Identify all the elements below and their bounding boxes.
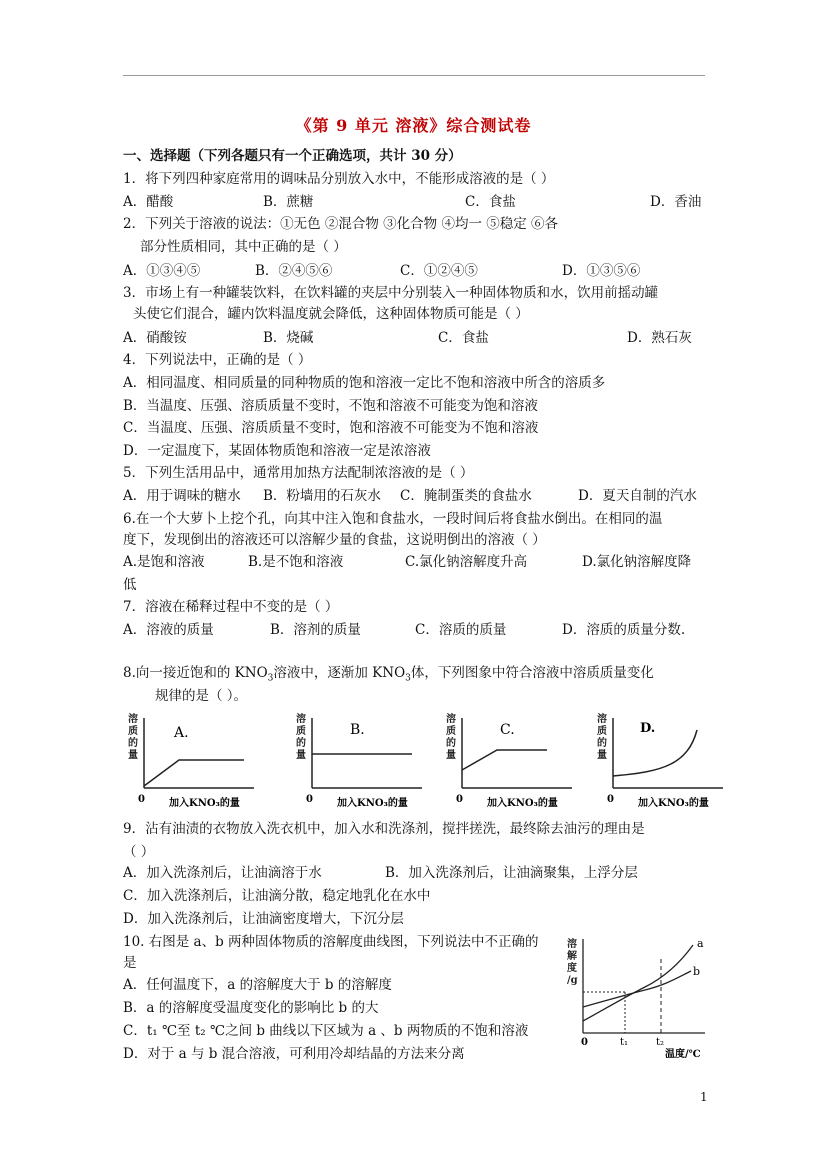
- q9-stem: 9．沾有油渍的衣物放入洗衣机中，加入水和洗涤剂，搅拌搓洗，最终除去油污的理由是: [123, 821, 645, 837]
- q8-subscript: 3: [267, 673, 274, 684]
- q5-option-c: C．腌制蛋类的食盐水: [400, 488, 532, 504]
- q4-option-c: C．当温度、压强、溶质质量不变时，饱和溶液不可能变为不饱和溶液: [123, 420, 539, 436]
- q3-stem-cont: 头使它们混合，罐内饮料温度就会降低，这种固体物质可能是（ ）: [133, 306, 529, 322]
- q10-stem-cont: 是: [123, 955, 137, 971]
- q8-subscript-2: 3: [405, 673, 411, 684]
- q8-chart-d-ylabel-0: 溶: [597, 714, 607, 725]
- q8-chart-d: [593, 712, 728, 808]
- q8-chart-c: [442, 712, 577, 808]
- q9-stem-cont: （ ）: [123, 844, 155, 860]
- header-rule: [123, 75, 705, 76]
- q10-label-b: b: [693, 965, 701, 978]
- q8-stem-part3: 体，下列图象中符合溶液中溶质质量变化: [410, 665, 654, 681]
- q10-ylabel-1: 解: [567, 951, 577, 962]
- page-title: 《第 9 单元 溶液》综合测试卷: [295, 116, 532, 135]
- q10-ylabel-2: 度: [567, 963, 577, 974]
- q5-option-d: D．夏天自制的汽水: [578, 488, 697, 504]
- q10-curve-b: [583, 971, 691, 1007]
- q8-chart-a-letter: A.: [174, 725, 189, 741]
- q9-option-b: B．加入洗涤剂后，让油滴聚集，上浮分层: [385, 865, 638, 881]
- q10-curve-a: [583, 945, 693, 1021]
- q10-label-a: a: [697, 937, 704, 950]
- q8-chart-c-ylabel-2: 的: [446, 738, 456, 749]
- q8-chart-b-ylabel-3: 量: [296, 750, 306, 761]
- q2-option-d: D．①③⑤⑥: [562, 263, 641, 279]
- q8-chart-c-xlabel: 加入KNO₃的量: [487, 798, 558, 808]
- q8-chart-d-xlabel: 加入KNO₃的量: [638, 798, 709, 808]
- q10-option-c: C．t₁ ℃至 t₂ ℃之间 b 曲线以下区域为 a 、b 两物质的不饱和溶液: [123, 1023, 529, 1039]
- q7-option-a: A．溶液的质量: [123, 622, 214, 638]
- q8-chart-a-ylabel-0: 溶: [128, 714, 138, 725]
- q9-option-c: C．加入洗涤剂后，让油滴分散，稳定地乳化在水中: [123, 888, 431, 904]
- q4-stem: 4．下列说法中，正确的是（ ）: [123, 352, 312, 368]
- q6-option-a: A.是饱和溶液: [123, 554, 205, 570]
- q3-stem: 3．市场上有一种罐装饮料，在饮料罐的夹层中分别装入一种固体物质和水，饮用前摇动罐: [123, 285, 659, 301]
- q8-stem-cont: 规律的是（ ）。: [155, 688, 248, 704]
- q8-stem: [123, 664, 654, 688]
- q9-option-d: D．加入洗涤剂后，让油滴密度增大，下沉分层: [123, 911, 404, 927]
- q1-stem: 1．将下列四种家庭常用的调味品分别放入水中，不能形成溶液的是（ ）: [123, 171, 555, 187]
- q10-t1: t₁: [620, 1037, 629, 1048]
- q8-chart-a-ylabel-3: 量: [128, 750, 138, 761]
- q5-option-a: A．用于调味的糖水: [123, 488, 241, 504]
- q4-option-d: D．一定温度下，某固体物质饱和溶液一定是浓溶液: [123, 443, 431, 459]
- q8-chart-a-xlabel: 加入KNO₃的量: [169, 798, 240, 808]
- q10-stem: 10. 右图是 a、b 两种固体物质的溶解度曲线图，下列说法中不正确的: [123, 934, 539, 950]
- q3-option-b: B．烧碱: [263, 330, 314, 346]
- section-heading: 一、选择题（下列各题只有一个正确选项，共计 30 分）: [123, 148, 462, 164]
- q10-xlabel: 温度/℃: [665, 1049, 701, 1060]
- q4-option-b: B．当温度、压强、溶质质量不变时，不饱和溶液不可能变为饱和溶液: [123, 398, 538, 414]
- q8-stem-part1: 8.向一接近饱和的 KNO: [123, 665, 268, 681]
- q10-ylabel-3: /g: [567, 975, 578, 986]
- q1-option-d: D．香油: [650, 194, 702, 210]
- q8-chart-d-ylabel-1: 质: [597, 726, 607, 737]
- q6-option-d: D.氯化钠溶解度降: [582, 554, 692, 570]
- q5-option-b: B．粉墙用的石灰水: [263, 488, 381, 504]
- page-number: 1: [700, 1090, 708, 1104]
- q8-chart-a-origin: 0: [138, 794, 145, 805]
- q10-option-d: D．对于 a 与 b 混合溶液，可利用冷却结晶的方法来分离: [123, 1046, 465, 1062]
- q10-option-b: B．a 的溶解度受温度变化的影响比 b 的大: [123, 1000, 379, 1016]
- q6-option-b: B.是不饱和溶液: [248, 554, 344, 570]
- q7-option-d: D．溶质的质量分数.: [562, 622, 686, 638]
- q10-t2: t₂: [656, 1037, 665, 1048]
- q8-chart-b-ylabel-2: 的: [296, 738, 306, 749]
- q2-option-c: C．①②④⑤: [400, 263, 478, 279]
- q3-option-d: D．熟石灰: [627, 330, 692, 346]
- q8-chart-c-origin: 0: [456, 794, 463, 805]
- q6-stem: 6.在一个大萝卜上挖个孔，向其中注入饱和食盐水，一段时间后将食盐水倒出。在相同的温: [123, 511, 663, 527]
- q8-stem-part2: 溶液中，逐渐加 KNO: [273, 665, 406, 681]
- q7-option-b: B．溶剂的质量: [270, 622, 361, 638]
- q8-chart-b: [292, 712, 427, 808]
- q8-chart-a-ylabel-1: 质: [128, 726, 138, 737]
- q9-option-a: A．加入洗涤剂后，让油滴溶于水: [123, 865, 322, 881]
- q3-option-c: C．食盐: [438, 330, 489, 346]
- q8-chart-a-ylabel-2: 的: [128, 738, 138, 749]
- q2-option-a: A．①③④⑤: [123, 263, 201, 279]
- q8-chart-d-ylabel-2: 的: [597, 738, 607, 749]
- q8-chart-b-origin: 0: [306, 794, 313, 805]
- q8-chart-c-ylabel-3: 量: [446, 750, 456, 761]
- q2-stem: 2．下列关于溶液的说法：①无色 ②混合物 ③化合物 ④均一 ⑤稳定 ⑥各: [123, 216, 559, 232]
- q2-option-b: B．②④⑤⑥: [255, 263, 333, 279]
- q1-option-a: A．醋酸: [123, 194, 174, 210]
- q10-ylabel-0: 溶: [567, 939, 577, 950]
- q8-chart-b-ylabel-0: 溶: [296, 714, 306, 725]
- q4-option-a: A．相同温度、相同质量的同种物质的饱和溶液一定比不饱和溶液中所含的溶质多: [123, 375, 606, 391]
- q8-chart-b-xlabel: 加入KNO₃的量: [337, 798, 408, 808]
- q8-chart-b-ylabel-1: 质: [296, 726, 306, 737]
- q10-option-a: A．任何温度下，a 的溶解度大于 b 的溶解度: [123, 977, 392, 993]
- q1-option-c: C．食盐: [465, 194, 516, 210]
- q1-option-b: B．蔗糖: [263, 194, 314, 210]
- q5-stem: 5．下列生活用品中，通常用加热方法配制浓溶液的是（ ）: [123, 465, 474, 481]
- q8-chart-d-origin: 0: [607, 794, 614, 805]
- q7-option-c: C．溶质的质量: [415, 622, 507, 638]
- q8-chart-d-ylabel-3: 量: [597, 750, 607, 761]
- q8-chart-a: [124, 712, 259, 808]
- q8-chart-c-ylabel-1: 质: [446, 726, 456, 737]
- q6-stem-cont: 度下，发现倒出的溶液还可以溶解少量的食盐，这说明倒出的溶液（ ）: [123, 532, 546, 548]
- q10-origin: 0: [581, 1037, 588, 1048]
- q8-chart-c-letter: C.: [500, 722, 515, 738]
- q6-option-d-cont: 低: [123, 577, 137, 593]
- q8-chart-b-letter: B.: [350, 722, 365, 738]
- q6-option-c: C.氯化钠溶解度升高: [405, 554, 528, 570]
- q3-option-a: A．硝酸铵: [123, 330, 187, 346]
- q10-solubility-graph: [565, 935, 710, 1060]
- q8-chart-c-ylabel-0: 溶: [446, 714, 456, 725]
- q7-stem: 7．溶液在稀释过程中不变的是（ ）: [123, 599, 339, 615]
- q2-stem-cont: 部分性质相同，其中正确的是（ ）: [140, 239, 347, 255]
- q8-chart-d-letter: D.: [640, 721, 656, 736]
